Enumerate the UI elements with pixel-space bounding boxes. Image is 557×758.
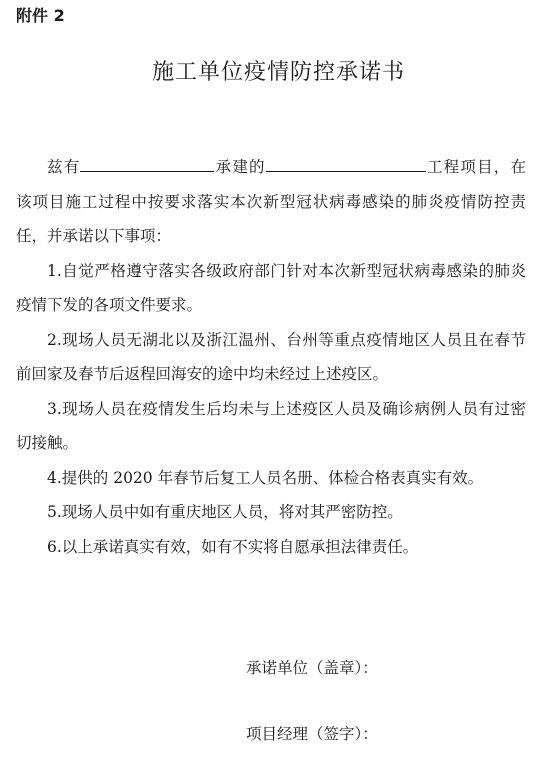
annex-label: 附件 2 [16, 6, 65, 25]
intro-suffix: 工程项目，在该项目施工过程中按要求落实本次新型冠状病毒感染的肺炎疫情防控责任，并承诺以下事项： [16, 158, 526, 245]
commitment-item-3: 3.现场人员在疫情发生后均未与上述疫区人员及确诊病例人员有过密切接触。 [16, 399, 526, 452]
commitment-item-4: 4.提供的 2020 年春节后复工人员名册、体检合格表真实有效。 [47, 468, 484, 487]
document-title: 施工单位疫情防控承诺书 [151, 60, 405, 85]
intro-middle: 承建的 [214, 158, 266, 176]
company-name-blank [80, 155, 214, 172]
intro-paragraph [16, 150, 526, 254]
commitment-item-1: 1.自觉严格遵守落实各级政府部门针对本次新型冠状病毒感染的肺炎疫情下发的各项文件要求。 [16, 261, 526, 314]
commitment-item-6: 6.以上承诺真实有效，如有不实将自愿承担法律责任。 [47, 537, 419, 556]
commitment-item-5: 5.现场人员中如有重庆地区人员，将对其严密防控。 [47, 503, 403, 521]
project-name-blank [266, 155, 426, 172]
signature-unit-label: 承诺单位（盖章）： [246, 659, 378, 677]
commitment-item-2: 2.现场人员无湖北以及浙江温州、台州等重点疫情地区人员且在春节前回家及春节后返程回海安的途中均未经过上述疫区。 [16, 330, 526, 383]
signature-manager-label: 项目经理（签字）： [246, 725, 378, 743]
commitment-body [16, 150, 526, 564]
intro-prefix: 兹有 [47, 158, 81, 176]
